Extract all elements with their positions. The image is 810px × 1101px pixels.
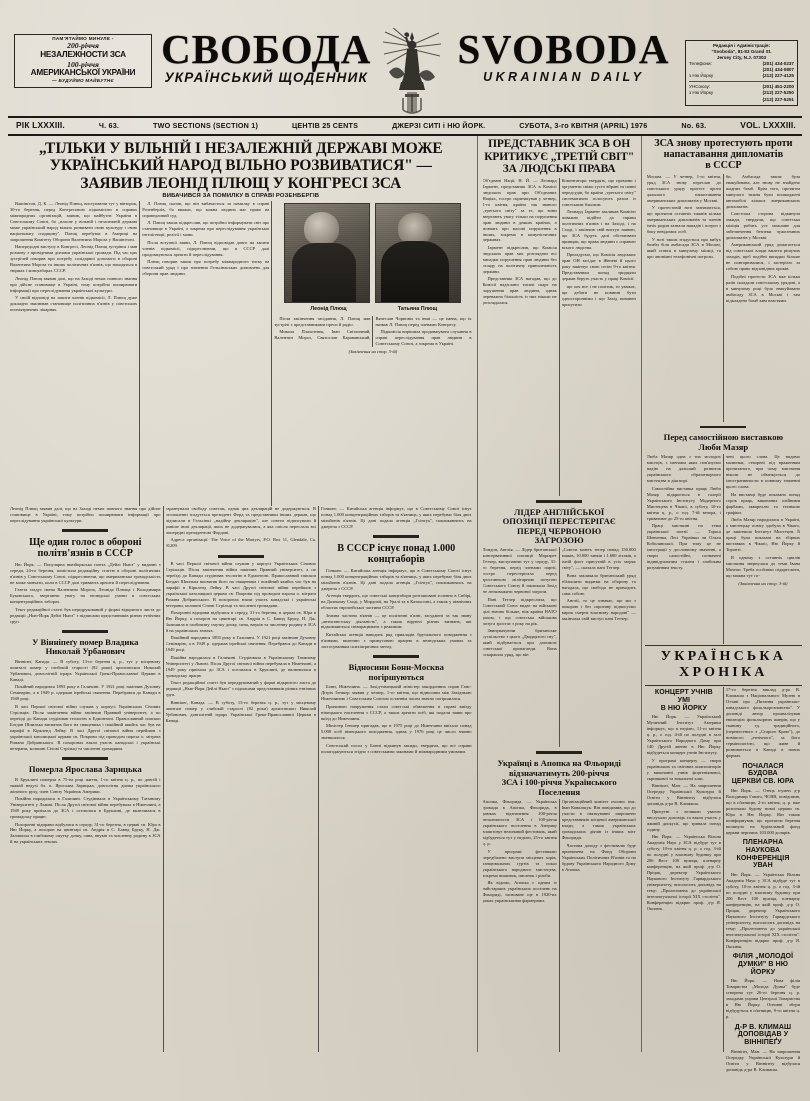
- body-text: [321, 506, 472, 531]
- body-text: [562, 799, 636, 874]
- nameplate-latin: [448, 26, 680, 85]
- slogan-line-1: ПАМ'ЯТАЙМО МИНУЛЕ -: [52, 36, 114, 41]
- chronicle-section-title: УКРАЇНСЬКА ХРОНІКА: [660, 649, 787, 681]
- paragraph: Ню Йорк. — Нова філія Товариства „Молода Думка" буде створена тут 26-го березня ц. р. заходами управи Централі Товариства в Ню Йорку. Основні збори відбудуться в п'ятницю, 9-го квітня ц. р.: [725, 978, 801, 1020]
- body-text: [726, 788, 800, 837]
- story-headline-line: відзначатимуть 200-річчя: [509, 767, 610, 778]
- photo-leonid-pliushch: [284, 203, 370, 303]
- column: [645, 174, 723, 422]
- paragraph: Люба Мазяр одна з тих молодих мистців, з іменами яких пов'язуємо надію на дальший розвиток українського образотворчого мистецтва в діяспорі.: [646, 454, 721, 484]
- contact-label: Телефони:: [689, 61, 712, 67]
- paragraph: Частина доходу з фестивалю буде призначена на Фонд Оборони Українських Політичних В'язнів та на будову Українського Народного Дому в Апопка.: [561, 842, 636, 872]
- section-dinkus: [373, 655, 419, 658]
- story-headline: [321, 541, 472, 567]
- contact-value: (201) 434-0807: [762, 67, 794, 73]
- chronicle-headline-line: ДУМКИ" В НЮ ЙОРКУ: [737, 960, 789, 976]
- story-headline-line: Ще один голос в обороні: [29, 537, 142, 549]
- column: [645, 687, 723, 1052]
- paragraph: Присутні з великою увагою вислухали доповідь та взяли участь у жвавій дискусії, що тривала понад годину.: [646, 808, 721, 832]
- contact-head-1: Редакція і Адміністрація:: [712, 43, 771, 48]
- folio-price: ЦЕНТІВ 25 CENTS: [291, 120, 359, 130]
- jump-line: (Закінчення на стор. 3-ій): [738, 580, 788, 586]
- column: [645, 454, 723, 644]
- paragraph: Ню Йорк. — Популярна ньюйоркська газета „Дейлі Ньюз" у виданні з середи, 24-го березня, помістила редакційну статтю в обороні політичних в'язнів у Совєтському Союзі, підкреслюючи, що американська громадськість не може мовчати, коли в СССР далі тривають арешти й переслідування.: [10, 561, 161, 585]
- paragraph: Англії, то це означає, що ми з покорою і без спротиву підписуємо вирок смерти власному народові" — закінчила свій виступ пані Тетчер.: [561, 598, 636, 622]
- story-headline-line: в СССР: [705, 160, 742, 172]
- protest-story-columns: [645, 174, 802, 422]
- paragraph: Об'єднані Нації, Н. Й. — Леонард Ґармент, представник ЗСА в Комісії людських прав при Об'єднаних Націях, гостро скритикував у четвер, 1-го квітня, країни так званого „третього світу" за те, що вони звертають увагу тільки на порушення прав людини в деяких країнах, а мовчать про масові порушення в інших, зокрема в комуністичних державах.: [482, 177, 557, 243]
- story-headline-line: ЛІДЕР АНГЛІЙСЬКОЇ: [514, 506, 605, 517]
- contact-value: (212) 227-4125: [762, 73, 794, 79]
- chronicle-headline-line: КОНЦЕРТ УЧНІВ УМІ: [654, 689, 713, 705]
- un-story-columns: [481, 178, 638, 496]
- folio-place: ДЖЕРЗІ СИТІ і НЮ ЙОРК.: [392, 120, 486, 130]
- paragraph: Коментатори твердять, що промови і аргументи свіжо густо вбрані та повні передсудів, бо країни „третього світу" систематично голосують разом із совєтським бльоком.: [561, 177, 636, 207]
- body-text: [274, 316, 471, 347]
- chronicle-headline-line: ФІЛІЯ „МОЛОДОЇ: [732, 953, 794, 961]
- zone-lead: [8, 136, 474, 1052]
- paragraph: Напередодні виступу в Конгресі, Леонід Плющ зустрівся і мав розмову з провідними діячами української громади. Під час цих зустрічей говорив про потребу солідарної допомоги в обороні Валентина Мороза та інших політичних в'язнів, що находяться в тюрмах і концтаборах СССР.: [10, 244, 138, 274]
- body-text: [562, 178, 636, 310]
- body-text: [726, 687, 800, 760]
- story-headline-line: концтаборів: [367, 554, 425, 566]
- paragraph: Бонн, Німеччина. — Захід-німецький міністер закордонних справ Ганс-Дітріх Ґеншер заявив у четвер, 1-го квітня, що відносини між Західньою Німеччиною і Совєтським Союзом останнім часом значно погіршилися.: [321, 684, 472, 702]
- story-headline-line: Українці в Апопка на Фльориді: [497, 758, 621, 769]
- story-headline-line: ПРЕДСТАВНИК ЗСА В ОН: [488, 138, 631, 150]
- bicentennial-slogan-box: [14, 34, 152, 88]
- lead-top-columns: [8, 201, 474, 506]
- contact-unsoyuz-rows: [689, 84, 794, 102]
- chronicle-item-headline: [726, 761, 800, 788]
- slogan-line-5: АМЕРИКАНСЬКОЇ УКРАЇНИ: [30, 68, 136, 78]
- chronicle-item-headline: [726, 951, 800, 978]
- story-headline-line: ОПОЗИЦІЇ ПЕРЕСТЕРІГАЄ: [502, 516, 616, 527]
- paragraph: Газета згадує імена Валентина Мороза, Леоніда Плюща і Володимира Буковського, звертаючи увагу на нелюдські умови в совєтських концентраційних таборах.: [10, 587, 161, 605]
- paragraph: Організаційний комітет очолює інж. Іван Ковальчук. Він повідомив, що до участи в святкуванні запрошено представників місцевої американської влади, а також українських громадських діячів із інших міст Фльориди.: [561, 799, 636, 841]
- column-divider: [641, 136, 642, 1052]
- paragraph: Вінніпеґ, Канада. — В суботу, 13-го березня ц. р., тут у місцевому шпиталі помер у глибокій старості (82 роки) архиєпископ Николай Урбанович, довголітній ієрарх Української Греко-Православної Церкви в Канаді.: [165, 699, 317, 723]
- story-headline-line: ЗА ЛЮДСЬКІ ПРАВА: [502, 163, 616, 176]
- body-text: [166, 506, 317, 551]
- paragraph: Вінніпеґ, Канада. — В суботу, 13-го березня ц. р., тут у місцевому шпиталі помер у глибокій старості (82 роки) архиєпископ Николай Урбанович, довголітній ієрарх Української Греко-Православної Церкви в Канаді.: [10, 658, 161, 682]
- column: [723, 454, 802, 644]
- paragraph: Л. Плющ також підкреслив, що потрібно інформувати світ про становище в Україні, а зокрема про переслідування української інтелігенції, релігії і мови.: [142, 220, 270, 238]
- contact-info-box: [685, 40, 798, 106]
- column: [559, 178, 638, 496]
- newspaper-subtitle-latin: UKRAINIAN DAILY: [483, 70, 645, 85]
- folio-date: СУБОТА, 3-го КВІТНЯ (APRIL) 1976: [519, 120, 648, 130]
- folio-bar: [8, 118, 802, 132]
- apopka-story-columns: [481, 799, 638, 1052]
- story-headline: [10, 763, 161, 776]
- lead-lower-columns: [8, 506, 474, 1052]
- paragraph: Покійна народилася в Галичині. Студіювала в Українському Таємному Університеті у Львові. Після Другої світової війни перебувала в Німеччині, а 1949 року приїхала до ЗСА і оселилася в Бруклині, де включилася в громадську працю.: [10, 796, 161, 820]
- paragraph: чені цього слова. Це видимо малюнки, створені під враженням прочитаного, при чому мисткиня ніколи не обмежується до ілюстративности в повному значенні цього слова.: [725, 454, 801, 490]
- body-text: [726, 872, 800, 951]
- contact-head-2: "Svoboda", 81-83 Grand St.: [711, 49, 772, 55]
- story-headline-line: Померла Ярослава Зарицька: [28, 764, 142, 775]
- slogan-line-3: НЕЗАЛЕЖНОСТИ ЗСА: [40, 50, 126, 60]
- column: [8, 506, 163, 1052]
- paragraph: В часі Першої світової війни служив у корпусі Українських Січових Стрільців. Після закінчення війни закінчив Правний університет, а по переїзді до Канади студіював теологію в Едмонтоні. Православний єпископ Богдан Шпилька висвятив його на священика і покійний якийсь час був на парафії в Кіркленд Лейку. В часі Другої світової війни перейшов з української католицької церкви св. Покрови під проводом пароха о. мітрата Романа Добрянського. В похоронах взяли участь канадські і українські ветерани, колишні Січові Стрільці та численні громадяни.: [10, 703, 161, 751]
- paragraph: Похоронні відправи відбулися в середу, 31-го березня, в церкві св. Юра в Ню Йорку, а похорон на цвинтарі св. Андрія в С. Бавнд Бруку, Н. Дж. Залишила в глибокому смутку дочку, сина, внуків та численну родину в ЗСА й на українських землях.: [165, 610, 317, 633]
- chronicle-rule-bottom: [645, 685, 802, 686]
- paragraph: Москва. — У четвер, 1-го квітня, уряд ЗСА знову переслав до совєтського уряду протест проти дальшого напаставання американських дипломатів у Москві.: [646, 173, 721, 203]
- paragraph: гарантували свободу совєтам, однак цих деклярацій не додержуються. В оголошенні згадується президент Форд та представники інших держав, що підписали в Гельсінкі „надійну деклярацію", але совєти підписували й раніше інші деклярації, яких не додержувалися, а яка опісля переслала всі попередні президентові Фордові.: [165, 505, 317, 535]
- story-headline-line: ЗСА знову протестують проти: [654, 138, 793, 149]
- folio-issue: Ч. 63.: [98, 120, 120, 130]
- paragraph: Ню Йорк. — Український Музичний Інститут Америки інформує, що в неділю, 11-го квітня ц. р., о год. 4-ій по полудні в залі Українського Народного Дому при 140 Другій авеню в Ню Йорку відбудеться концерт учнів Інституту.: [646, 714, 721, 756]
- content-grid: [8, 136, 802, 1072]
- paragraph: У своїй відповіді на запити членів підкомісії, Л. Плющ дуже докладно змалював становище політичних в'язнів у совєтських психіятричних лікарнях.: [10, 295, 138, 312]
- slogan-line-4: 100-річчя: [67, 59, 99, 69]
- contact-value: (201) 451-2200: [762, 84, 794, 90]
- chronicle-headline-line: КОНФЕРЕНЦІЯ УВАН: [736, 854, 790, 870]
- folio-sections: TWO SECTIONS (SECTION 1): [153, 120, 259, 130]
- body-text: [10, 506, 161, 525]
- paragraph: Покійна народилася в Галичині. Студіювала в Українському Таємному Університеті у Львові. Після Другої світової війни перебувала в Німеччині, а 1949 року приїхала до ЗСА і оселилася в Бруклині, де включилася в громадську працю.: [165, 654, 317, 678]
- paragraph: У протестовій ноті зазначається, що протягом останніх тижнів кілька американських дипломатів та членів їхніх родин зазнали нападів і погроз з боку невідомих осіб.: [646, 205, 721, 235]
- chronicle-item-headline: [726, 837, 800, 872]
- paragraph: У програмі концерту — твори українських та світових композиторів у виконанні учнів фортепіянової, скрипкової та вокальної кляс.: [646, 757, 721, 781]
- story-headline-line: КРИТИКУЄ „ТРЕТІЙ СВІТ": [484, 150, 635, 163]
- story-headline: [645, 136, 802, 174]
- contact-row: [689, 97, 794, 103]
- paragraph: Леонід Плющ заявив далі, що на Заході немає повного знання про дійсне становище в Україні, тому потрібно поширювати інформації про переслідування української культури.: [10, 505, 161, 523]
- body-text: [483, 547, 557, 659]
- paragraph: Американський уряд домагається від совєтської влади вжиття рішучих заходів, щоб подібні випадки більше не повторювалися, і застерігає за собою право відповідних кроків.: [725, 242, 801, 272]
- photo-tatiana-pliushch: [375, 203, 461, 303]
- body-text: [10, 659, 161, 753]
- section-dinkus: [62, 529, 108, 532]
- body-text: [142, 201, 269, 279]
- chronicle-headline-line: ПЛЕНАРНА НАУКОВА: [742, 839, 784, 854]
- column: [481, 547, 559, 747]
- contact-label: з Ню Йорку: [689, 73, 714, 79]
- paragraph: Значна частина в'язнів — це політичні в'язні, засуджені за так звану „антисовєтську діяльність", а також віруючі різних визнань, які відмовляються співпрацювати з режимом.: [321, 612, 472, 630]
- column-divider: [477, 136, 478, 1052]
- chronicle-headline-line: В НЮ ЙОРКУ: [660, 704, 707, 712]
- opposition-story-columns: [481, 547, 638, 747]
- contact-label: з Ню Йорку: [689, 90, 714, 96]
- paragraph: Міністер Ґеншер пригадав, що в 1975 році до Німеччини виїхало понад 5.000 осіб німецького походження, однак у 1976 році це число значно зменшилося.: [321, 723, 472, 741]
- paragraph: Покійний народився 1893 року в Галичині. У 1921 році закінчив Духовну Семінарію, а в 1949 р. одержав ієрейські свячення. Перебрався до Канади в 1949 році.: [10, 684, 161, 702]
- lead-kicker: ВИБАЧИВСЯ ЗА ПОМИЛКУ В СПРАВІ РОЗЕНБЕРГІВ: [162, 192, 320, 199]
- paragraph: В одному з останніх циклів мисткиня звернулася до теми Івана Мазепи. Треба особливо підкреслити, що можна тут го-: [725, 554, 801, 578]
- chronicle-headline-line: ЦЕРКВИ СВ. ЮРА: [731, 778, 795, 786]
- paragraph: Леонард Ґармент закликав Комісію поважно підійти до справи політичних в'язнів і на Заході, і на Сході, і закінчив свій виступ заявою, що ЗСА будуть далі обстоювати принцип, що права людини є справою всього людства.: [561, 209, 636, 250]
- body-text: [726, 454, 800, 586]
- paragraph: Як відомо, Апопка є одним із найстарших українських поселень на Фльориді, засноване ще в 1920-их роках українськими фармерами.: [482, 880, 557, 904]
- paragraph: 17-го березня виклад д-ра В. Климаша з Національного Музею в Оттаві про „Питання українсько-канадського фолкльорознавства". У доповіді автор проаналізував еволюцію фолкльорних жанрів, що у тканину ед. традиційного, (перенесеного з „Старого Краю"), до новішого „етнічного", за його термінологією, що живе й розвивається в Канаді в нових формах.: [725, 687, 801, 759]
- contact-label: УНСоюзу:: [689, 84, 711, 90]
- paper-sheet: [8, 6, 802, 1097]
- body-text: [483, 799, 557, 905]
- story-headline: [10, 535, 161, 561]
- contact-divider: [689, 81, 794, 82]
- story-headline-line: Люби Мазяр: [698, 441, 749, 452]
- paragraph: Після вступної заяви, Л. Плющ відповідав довго на запити членів підкомісії, підкреслюючи, що в СССР далі продовжуються арешти й переслідування.: [142, 239, 270, 257]
- paragraph: Вінніпеґ, Ман. — На запрошення Осередку Української Культури й Освіти у Вінніпеґу відбулася доповідь д-ра В. Климаша.: [725, 1048, 801, 1072]
- zone-chronicle: [645, 136, 802, 1072]
- paragraph: Вона закликала британський уряд збільшити видатки на оборону та нагадала, що свобода не приходить сама собою.: [561, 572, 636, 596]
- paragraph: Праці мисткині на теми української поезії — Тараса Шевченка, Лесі Українки чи Ольги Кобилянської. При тому це не ілюстрації у дословному значенні, а твори самостійні, позначені індивідуальним стилем і глибоким розумінням тексту.: [646, 523, 721, 571]
- body-text: [726, 978, 800, 1021]
- folio-volume: VOL. LXXXIII.: [740, 120, 796, 130]
- story-headline-line: Перед самостійною виставкою: [663, 432, 784, 443]
- jump-line: (Закінчення на стор. 3-ій): [348, 349, 398, 355]
- column: [481, 178, 559, 496]
- section-dinkus: [536, 751, 582, 754]
- paragraph: Самостійна виставка праць Люби Мазяр відкриється в галерії Українського Інституту Модерного Мистецтва в Чікаґо, в суботу, 10-го квітня ц. р., о год. 7-ій вечора, і триватиме до 25-го квітня.: [646, 485, 721, 521]
- paragraph: Пригадуємо, що Комісія людських прав ОН засідає в Женеві й цього року закінчує свою сесію 9-го квітня. Представники понад тридцяти держав беруть участь у праці Комісії.: [561, 252, 636, 282]
- paragraph: що хоч все і не політик, то уважає, що дебати не повинні бути односторонніми і що Захід повинен присутити: [561, 283, 636, 307]
- body-text: [726, 1049, 800, 1074]
- paragraph: Ню Йорк. — Українська Вільна Академія Наук у ЗСА відбуде тут в суботу, 10-го квітня ц. р. о год. 3-ій по полудні у власному будинку при 206 Вест 100 вулиця, пленарну конференцію, на якій проф. д-р О. Пріцак, директор Українського Наукового Інституту Гарвардського університету, виголосить доповідь на тему: „Пролегомена до української інтелектуальної історії XIX століття". Конференцію відкриє проф. д-р Я. Оксиюк.: [646, 834, 721, 911]
- paragraph: Апопка, Фльорида. — Українська громада в Апопка, Фльорида, в рамках відзначення 200-річчя незалежности ЗСА і 100-річчя українського поселення в Америці влаштовує величавий фестиваль, який відбудеться тут у неділю, 25-го квітня ц. р.: [482, 799, 557, 847]
- body-text: [321, 684, 472, 756]
- story-headline-line: погіршуються: [368, 671, 425, 682]
- column: [559, 799, 638, 1052]
- paragraph: Ню Йорк. — Отець ігумен д-р Володимир Гавліч, ЧСВВ, повідомив, що в п'ятницю, 2-го квітня, ц. р. вже розпочали будову нової церкви св. Юра в Ню Йорку. Він також поінформував, що протягом березня вплинуло на будівельний фонд церкви чергових 103.000 долярів.: [725, 787, 801, 835]
- nameplate-cyrillic: [157, 26, 375, 86]
- paragraph: Причиною напруження стали совєтські обмеження в справі виїзду німецького населення з СССР, а також арешти осіб, які подали заяви про виїзд до Німеччини.: [321, 703, 472, 721]
- body-text: [10, 777, 161, 847]
- chronicle-columns: [645, 687, 802, 1072]
- paragraph: Микола Плахотнюк, Іван Світличний, Валентин Мороз, Святослав Караванський, Вячеслав Чорновіл та інші — це імена, що їх назвав Л. Плющ перед членами Конгресу.: [274, 315, 472, 341]
- paragraph: Покійний народився 1893 року в Галичині. У 1921 році закінчив Духовну Семінарію, а в 1949 р. одержав ієрейські свячення. Перебрався до Канади в 1949 році.: [165, 635, 317, 653]
- body-text: [726, 174, 800, 306]
- column-photos: [271, 201, 473, 506]
- section-dinkus: [536, 500, 582, 503]
- photo-captions: [274, 303, 471, 312]
- lead-headline-line-1: „ТІЛЬКИ У ВІЛЬНІЙ І НЕЗАЛЕЖНІЙ ДЕРЖАВІ МОЖЕ: [39, 140, 443, 157]
- paragraph: Подібні протести ЗСА вже кілька разів складали совєтському урядові, а в минулому році було евакуйовано амбасаду ЗСА в Москві і там підкладено бомб ким властями.: [725, 273, 801, 303]
- section-dinkus: [62, 630, 108, 633]
- photo-caption: Леонід Плющ: [310, 305, 347, 312]
- story-headline: [10, 636, 161, 659]
- paragraph: Совєтський посол у Бонні відкинув закиди, твердячи, що всі справи полагоджуються згідно з совєтськими законами й міжнародними умовами.: [321, 742, 472, 754]
- paragraph: Китайська агенція наводить ряд прикладів брутального поводження з в'язнями, включно з примусовою працею в нелюдських умовах та застосуванням психіятричних метод.: [321, 631, 472, 649]
- body-text: [647, 714, 721, 783]
- body-text: [10, 562, 161, 626]
- paragraph: Вінніпеґ, Ман. — На запрошення Осередку Української Культури й Освіти у Вінніпеґу відбулася доповідь д-ра В. Климаша.: [646, 783, 721, 807]
- body-text: [483, 178, 557, 308]
- section-dinkus: [62, 757, 108, 760]
- paragraph: Агенція твердить, що совєтські концтабори розташовані головно в Сибірі, на Далекому Сході, у Мордовії, на Уралі та в Казахстані, а також у північних областях європейської частини СССР.: [321, 593, 472, 611]
- paragraph: Плющ говорив також про потребу міжнародного тиску на совєтський уряд і про значення Гельсінкських домовлень для оборони прав людини.: [142, 259, 270, 277]
- body-text: [321, 568, 472, 652]
- contact-value: (212) 227-5250: [762, 90, 794, 96]
- section-dinkus: [218, 555, 264, 558]
- paragraph: Гонконг. — Китайська агенція інформує, що в Совєтському Союзі існує понад 1.000 концентраційних таборів та в'язниць, у яких перебуває біля двох мільйонів в'язнів. Ці дані подала агенція „Гсінгуа", покликаючись на джерела з СССР.: [321, 505, 472, 529]
- story-headline-line: У Вінніпеґу помер Владика: [32, 636, 139, 647]
- story-headline: [321, 661, 472, 684]
- paragraph: Після закінчення засідання, Л. Плющ мав зустрічі з представниками преси й радіо.: [274, 315, 371, 327]
- mazyar-story-columns: [645, 454, 802, 644]
- story-headline-line: політв'язнів в СССР: [37, 548, 133, 560]
- paragraph: Представник ЗСА нагадав, що до Комісії надіслано тисячі скарг на порушення прав людини, однак переважна більшість із них ніколи не розглядалася.: [482, 276, 557, 306]
- newspaper-title-latin: SVOBODA: [457, 26, 670, 72]
- body-text: [562, 547, 636, 623]
- contact-value: (212) 227-5251: [762, 96, 794, 102]
- paragraph: Гонконг. — Китайська агенція інформує, що в Совєтському Союзі існує понад 1.000 концентраційних таборів та в'язниць, у яких перебуває біля двох мільйонів в'язнів. Ці дані подала агенція „Гсінгуа", покликаючись на джерела з СССР.: [321, 567, 472, 591]
- paragraph: Ґармент підкреслив, що Комісія людських прав має розглядати всі випадки порушення прав людини без огляду на політичну приналежність держави.: [482, 244, 557, 274]
- paragraph: Підкомісія вирішила продовжувати слухання в справі переслідування прав людини в Совєтському Союзі, а зокрема в Україні.: [375, 329, 472, 347]
- paragraph: В часі Першої світової війни служив у корпусі Українських Січових Стрільців. Після закінчення війни закінчив Правний університет, а по переїзді до Канади студіював теологію в Едмонтоні. Православний єпископ Богдан Шпилька висвятив його на священика і покійний якийсь час був на парафії в Кіркленд Лейку. В часі Другої світової війни перейшов з української католицької церкви св. Покрови під проводом пароха о. мітрата Романа Добрянського. В похоронах взяли участь канадські і українські ветерани, колишні Січові Стрільці та численні громадяни.: [165, 560, 317, 608]
- newspaper-title-cyrillic: СВОБОДА: [161, 26, 372, 72]
- paragraph: Звинувачуючи британське суспільство з цього „Двадцятого сну", який відбувається при допомозі совєтської пропаганди. Вона оскаржила уряд, що він: [482, 628, 557, 658]
- column: [8, 201, 139, 506]
- chronicle-headline-line: Д-Р В. КЛИМАШ ДОПОВІДАВ У ВІННІПЕҐУ: [734, 1023, 792, 1047]
- story-headline-line: ЗСА і 100-річчя Українського: [501, 777, 617, 788]
- contact-value: (201) 434-0237: [762, 61, 794, 67]
- body-text: [647, 174, 721, 262]
- paragraph: В Бруклині померла в 75-ім році життя, 1-го квітня ц. р., по довгій і тяжкій недузі бл. п. Ярослава Зарицька, довголітня діячка українського жіночого руху, член Союзу Українок Америки.: [10, 776, 161, 794]
- chronicle-rule-top: [645, 645, 802, 646]
- newspaper-subtitle-cyrillic: УКРАЇНСЬКИЙ ЩОДЕННИК: [164, 70, 369, 86]
- story-headline: [481, 506, 638, 548]
- paragraph: Леонід Плющ заявив далі, що на Заході немає повного знання про дійсне становище в Україні, тому потрібно поширювати інформації про переслідування української культури.: [10, 275, 138, 293]
- masthead: [8, 6, 802, 114]
- story-headline: [481, 757, 638, 799]
- story-headline: [645, 431, 802, 454]
- column: [163, 506, 319, 1052]
- chronicle-item-headline: [726, 1022, 800, 1049]
- column: [723, 174, 802, 422]
- photo-caption: Татьяна Плющ: [397, 305, 438, 312]
- slogan-line-2: 200-річчя: [67, 41, 99, 51]
- column: [481, 799, 559, 1052]
- paragraph: Вашінґтон, Д. К. — Леонід Плющ, виступаючи тут у вівторок, 30-го березня, перед Конгресовою підкомісією в справах міжнародних організацій, заявив, що майбутнє України в Совєтському Союзі, бо „власне у вільній і незалежній державі може український народ вільно розвивати свою культуру і свою національну спадщину". Плющ перебуває в Америці на запрошення Комітету Оборони Валентина Мороза у Вашінґтоні.: [10, 200, 138, 242]
- statue-of-liberty-emblem: [381, 28, 443, 116]
- column: [318, 506, 474, 1052]
- lead-headline: [8, 136, 474, 193]
- zone-un-story: [481, 136, 638, 1052]
- paragraph: Адреса організації: The Voice of the Martyrs, P.O. Box 11, Glendale, Ca. 91209.: [165, 537, 317, 549]
- paragraph: Похоронні відправи відбулися в середу, 31-го березня, в церкві св. Юра в Ню Йорку, а похорон на цвинтарі св. Андрія в С. Бавнд Бруку, Н. Дж. Залишила в глибокому смутку дочку, сина, внуків та численну родину в ЗСА й на українських землях.: [10, 821, 161, 845]
- paragraph: На виставці буде показано понад сорок праць, виконаних олійними фарбами, аквареллю та технікою графіки.: [725, 491, 801, 515]
- story-headline-line: Поселення: [538, 786, 581, 797]
- chronicle-headline-line: ПОЧАЛАСЯ БУДОВА: [742, 762, 784, 778]
- paragraph: Текст редакційної статті був передрукований у формі відкритого листа до редакції „Нью-Йорк Дейлі Ньюз" з підписами представників різних етнічних груп.: [165, 680, 317, 698]
- story-headline-line: Відносини Бонн-Москва: [348, 662, 444, 673]
- paragraph: „Совєти мають тепер понад 150.000 вояків, 10.000 танків і 1.600 літаків, а їхній флот присутній в усіх морях світу", — сказала пані Тетчер.: [561, 547, 636, 571]
- body-text: [166, 561, 317, 726]
- lead-headline-line-2: УКРАЇНСЬКИЙ НАРОД ВІЛЬНО РОЗВИВАТИСЯ" —: [49, 157, 432, 175]
- lead-headline-line-3: ЗАЯВИВ ЛЕОНІД ПЛЮЩ У КОНГРЕСІ ЗСА: [80, 174, 402, 192]
- paragraph: Совєтська сторона відкинула закиди, твердячи, що совєтська міліція робить усе можливе для забезпечення безпеки чужоземних дипломатів у Москві.: [725, 211, 801, 240]
- folio-number: No. 63.: [681, 120, 707, 130]
- column: [723, 687, 802, 1072]
- photo-pair: [274, 201, 471, 303]
- paragraph: У ноті також згадується про вибух бомби біля амбасади ЗСА в Москві, який стався в минулому місяці, та про анонімні телефонічні погрози.: [646, 236, 721, 260]
- paragraph: Л. Плющ сказав, що він вибачається за помилку в справі Розенберґів, бо вважає, що кожна людина має право на справедливий суд.: [142, 200, 270, 218]
- story-headline-line: напаставання дипломатів: [663, 149, 784, 161]
- paragraph: Лондон, Англія. — Лідер британської консервативної опозиції Марґарет Тетчер, виступаючи тут у середу, 31-го березня, перед членами партії, гостро перестерігала перед зростаючою мілітарною потугою Совєтського Союзу й закликала Захід не легковажити червоної загрози.: [482, 547, 557, 595]
- story-headline: [481, 136, 638, 178]
- section-dinkus: [373, 535, 419, 538]
- paragraph: би. Амбасада також була евакуйована, але знову не знайдено жадних бомб. Крім того, протягом минулого тижня були пошкоджені автомобілі кількох американських дипломатів.: [725, 173, 801, 209]
- contact-phone-rows: [689, 61, 794, 79]
- body-text: [647, 783, 721, 913]
- section-dinkus: [700, 426, 746, 429]
- story-headline-line: ПЕРЕД ЧЕРВОНОЮ: [517, 525, 602, 536]
- body-text: [647, 454, 721, 572]
- folio-year: РІК LXXXIII.: [16, 120, 65, 130]
- story-headline-line: ЗАГРОЗОЮ: [534, 535, 584, 545]
- chronicle-item-headline: [647, 687, 721, 714]
- story-headline-line: В СССР існує понад 1.000: [337, 543, 456, 555]
- paragraph: Люба Мазяр народилася в Україні, а мистецьку освіту здобула в Чікаґо, де закінчила Інститут Мистецтв. Її праці були показані на збірних виставках в Чікаґо, Ню Йорку й Торонті.: [725, 517, 801, 553]
- body-text: [10, 201, 137, 315]
- paragraph: У програмі фестивалю передбачено виступи місцевих хорів, танцювальних гуртів та показ українського народного мистецтва, зокрема вишивок, писанок і різьби.: [482, 848, 557, 878]
- slogan-line-6: — БУДУЙМО МАЙБУТНЄ: [52, 78, 114, 84]
- paragraph: Текст редакційної статті був передрукований у формі відкритого листа до редакції „Нью-Йорк Дейлі Ньюз" з підписами представників різних етнічних груп.: [10, 606, 161, 624]
- paragraph: Пані Тетчер підкреслила, що Совєтський Союз видає на військові цілі значно більше, ніж країни НАТО разом, і що совєтська військова потуга зростає з року на рік.: [482, 596, 557, 626]
- column: [559, 547, 638, 747]
- story-headline-line: Николай Урбанович: [45, 646, 125, 657]
- column: [139, 201, 271, 506]
- contact-row: [689, 73, 794, 79]
- paragraph: Ню Йорк. — Українська Вільна Академія Наук у ЗСА відбуде тут в суботу, 10-го квітня ц. р. о год. 3-ій по полудні у власному будинку при 206 Вест 100 вулиця, пленарну конференцію, на якій проф. д-р О. Пріцак, директор Українського Наукового Інституту Гарвардського університету, виголосить доповідь на тему: „Пролегомена до української інтелектуальної історії XIX століття". Конференцію відкриє проф. д-р Я. Оксиюк.: [725, 871, 801, 949]
- contact-head-3: Jersey City, N.J. 07303: [716, 55, 767, 61]
